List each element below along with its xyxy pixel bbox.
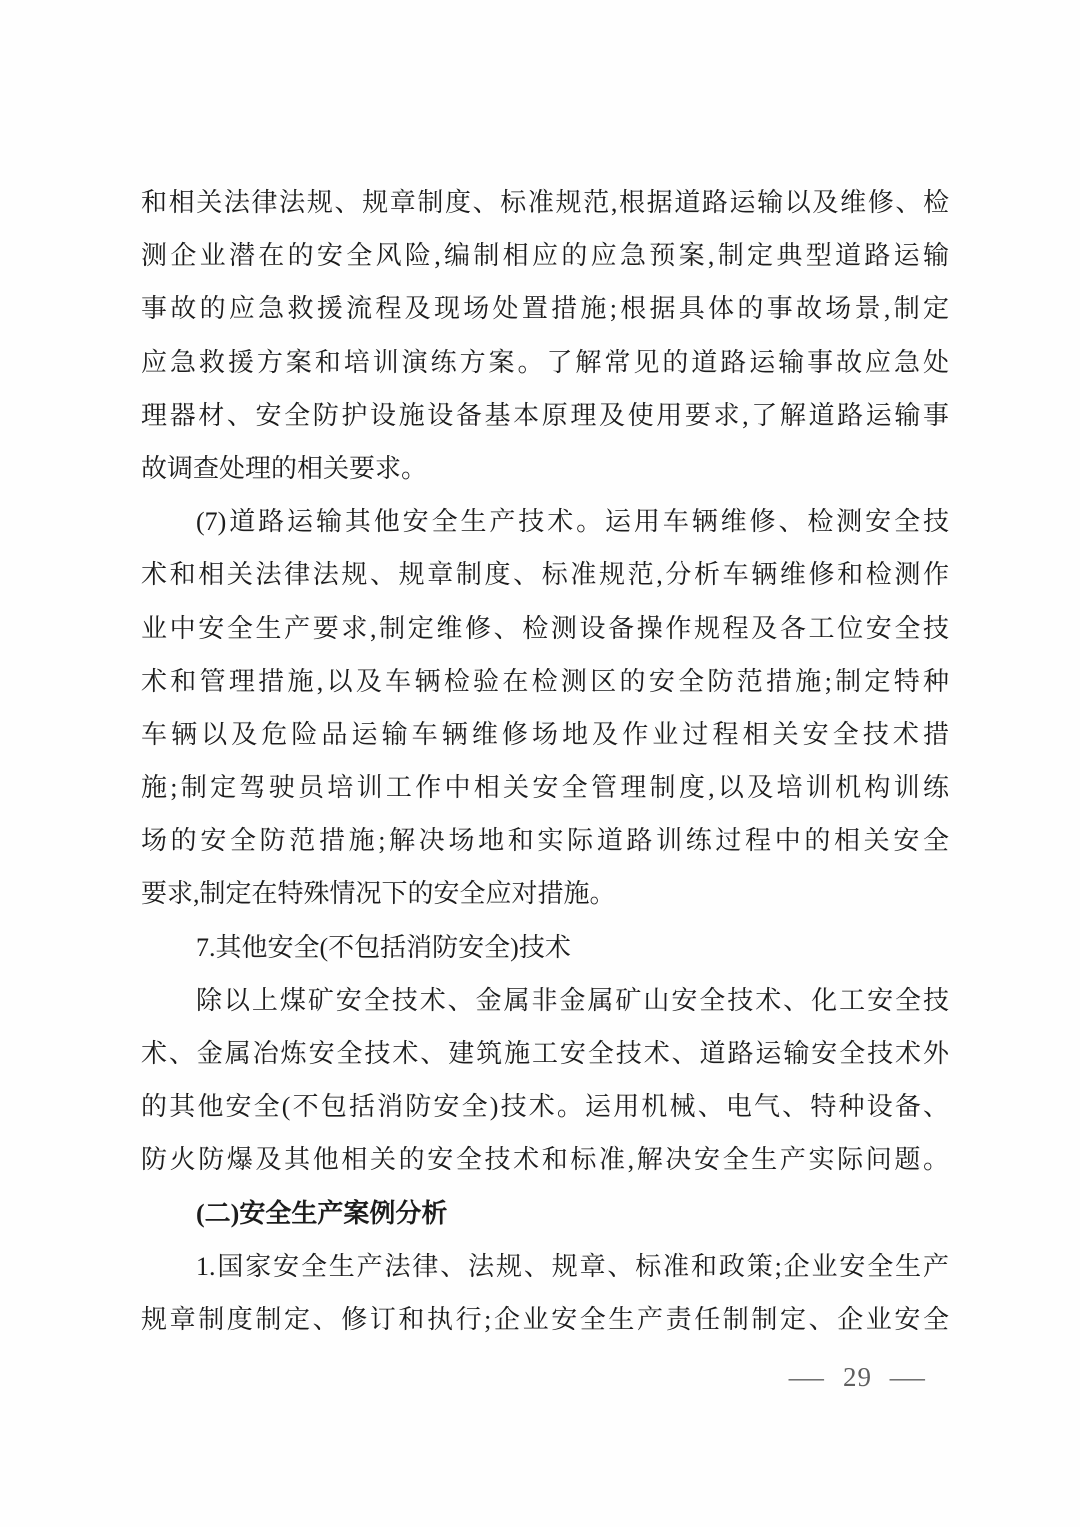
text-line: (7)道路运输其他安全生产技术。运用车辆维修、检测安全技 [196,507,949,537]
text-line: 7.其他安全(不包括消防安全)技术 [196,932,571,962]
page-footer [788,1362,927,1393]
text-line: 理器材、安全防护设施设备基本原理及使用要求,了解道路运输事 [141,400,949,430]
text-line: 防火防爆及其他相关的安全技术和标准,解决安全生产实际问题。 [141,1145,949,1175]
text-line: 事故的应急救援流程及现场处置措施;根据具体的事故场景,制定 [141,294,949,324]
text-line: 测企业潜在的安全风险,编制相应的应急预案,制定典型道路运输 [141,241,949,271]
text-line: 业中安全生产要求,制定维修、检测设备操作规程及各工位安全技 [141,613,949,643]
text-block [141,176,949,1346]
text-line: 的其他安全(不包括消防安全)技术。运用机械、电气、特种设备、 [141,1092,949,1122]
text-line: (二)安全生产案例分析 [196,1198,448,1228]
text-line: 应急救援方案和培训演练方案。了解常见的道路运输事故应急处 [141,347,949,377]
text-line: 要求,制定在特殊情况下的安全应对措施。 [141,879,616,909]
text-line: 车辆以及危险品运输车辆维修场地及作业过程相关安全技术措 [141,719,949,749]
footer-dash-left: — [788,1362,826,1392]
text-line: 施;制定驾驶员培训工作中相关安全管理制度,以及培训机构训练 [141,773,949,803]
text-line: 故调查处理的相关要求。 [141,453,428,483]
page-number: 29 [843,1362,872,1392]
text-line: 1.国家安全生产法律、法规、规章、标准和政策;企业安全生产 [196,1251,949,1281]
footer-dash-right: — [889,1362,927,1392]
text-line: 规章制度制定、修订和执行;企业安全生产责任制制定、企业安全 [141,1304,949,1334]
text-line: 术、金属冶炼安全技术、建筑施工安全技术、道路运输安全技术外 [141,1039,949,1068]
text-line: 和相关法律法规、规章制度、标准规范,根据道路运输以及维修、检 [141,188,949,217]
text-line: 术和相关法律法规、规章制度、标准规范,分析车辆维修和检测作 [141,560,949,590]
text-line: 术和管理措施,以及车辆检验在检测区的安全防范措施;制定特种 [141,666,949,696]
text-line: 场的安全防范措施;解决场地和实际道路训练过程中的相关安全 [141,826,949,856]
text-line: 除以上煤矿安全技术、金属非金属矿山安全技术、化工安全技 [196,985,949,1015]
